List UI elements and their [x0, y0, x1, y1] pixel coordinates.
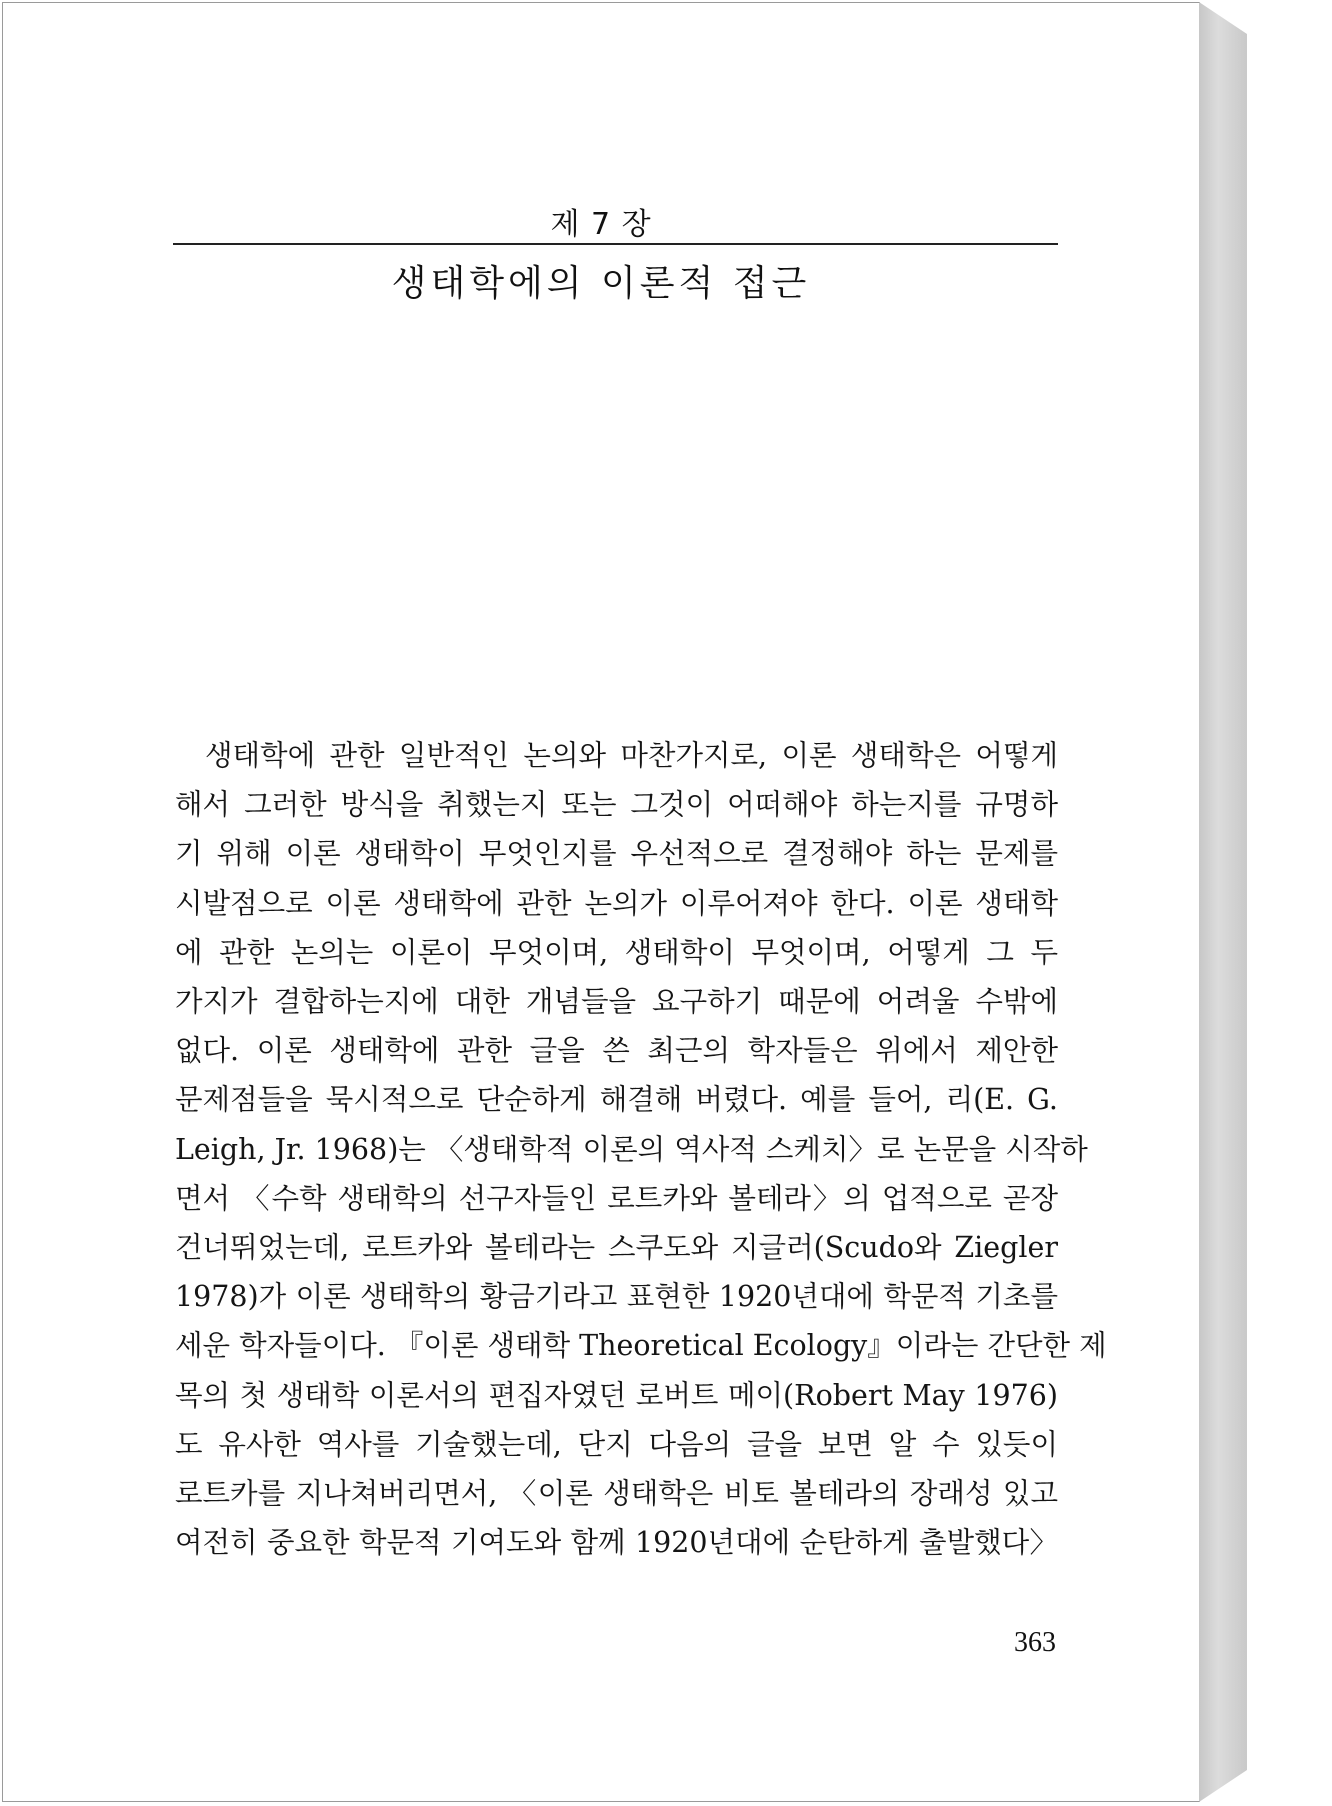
- text-line: 1978)가 이론 생태학의 황금기라고 표현한 1920년대에 학문적 기초를: [175, 1280, 1058, 1314]
- text-line: 세운 학자들이다. 『이론 생태학 Theoretical Ecology』이라는 간단한 제: [175, 1329, 1107, 1363]
- text-line: 에 관한 논의는 이론이 무엇이며, 생태학이 무엇이며, 어떻게 그 두: [175, 935, 1058, 969]
- text-line: 도 유사한 역사를 기술했는데, 단지 다음의 글을 보면 알 수 있듯이: [175, 1427, 1058, 1461]
- text-line: 여전히 중요한 학문적 기여도와 함께 1920년대에 순탄하게 출발했다〉: [175, 1526, 1058, 1560]
- text-line: Leigh, Jr. 1968)는 〈생태학적 이론의 역사적 스케치〉로 논문을 시작하: [175, 1132, 1088, 1166]
- text-line: 기 위해 이론 생태학이 무엇인지를 우선적으로 결정해야 하는 문제를: [175, 837, 1058, 871]
- book-page: [2, 2, 1200, 1802]
- text-line: 시발점으로 이론 생태학에 관한 논의가 이루어져야 한다. 이론 생태학: [175, 886, 1058, 920]
- text-line: 면서 〈수학 생태학의 선구자들인 로트카와 볼테라〉의 업적으로 곧장: [175, 1181, 1058, 1215]
- text-line: 해서 그러한 방식을 취했는지 또는 그것이 어떠해야 하는지를 규명하: [175, 788, 1058, 822]
- text-line: 문제점들을 묵시적으로 단순하게 해결해 버렸다. 예를 들어, 리(E. G.: [175, 1083, 1058, 1117]
- text-line: 가지가 결합하는지에 대한 개념들을 요구하기 때문에 어려울 수밖에: [175, 985, 1058, 1019]
- text-line: 생태학에 관한 일반적인 논의와 마찬가지로, 이론 생태학은 어떻게: [205, 739, 1058, 772]
- text-line: 건너뛰었는데, 로트카와 볼테라는 스쿠도와 지글러(Scudo와 Ziegler: [175, 1231, 1058, 1265]
- text-line: 로트카를 지나쳐버리면서, 〈이론 생태학은 비토 볼테라의 장래성 있고: [175, 1477, 1058, 1511]
- body-paragraph: [175, 731, 1107, 1567]
- chapter-divider: [173, 243, 1058, 245]
- page-number: 363: [1014, 1627, 1056, 1658]
- text-line: 없다. 이론 생태학에 관한 글을 쓴 최근의 학자들은 위에서 제안한: [175, 1034, 1058, 1068]
- chapter-number: 제 7 장: [550, 207, 652, 242]
- chapter-title: 생태학에의 이론적 접근: [391, 263, 811, 304]
- text-line: 목의 첫 생태학 이론서의 편집자였던 로버트 메이(Robert May 1976): [175, 1378, 1058, 1412]
- page-stack-edge: [1199, 2, 1247, 1802]
